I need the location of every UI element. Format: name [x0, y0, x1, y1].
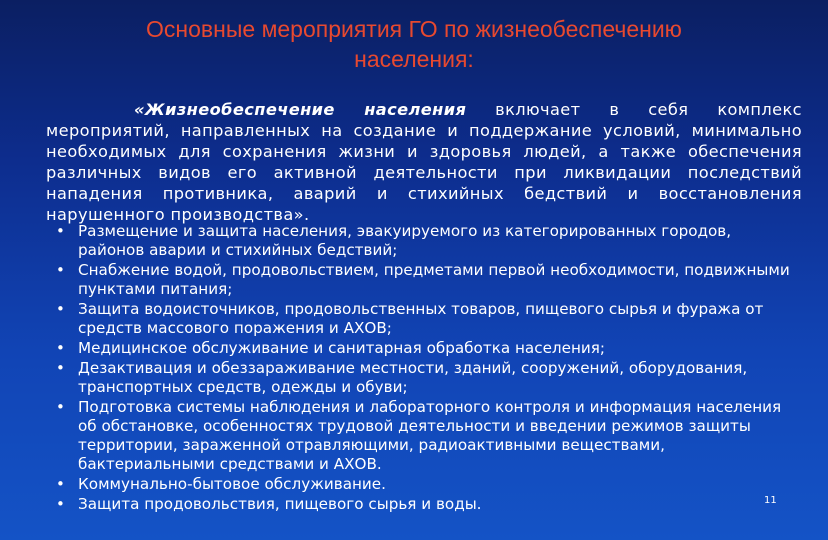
intro-text: включает в себя комплекс мероприятий, направленных на создание и поддержание условий, минимально необходимых для сохранения жизни и здоровья людей, а также обеспечения различных видов его активной деятельности при ликвидации последствий нападения противника, аварий и стихийных бедствий и восстановления нарушенного производства». [46, 100, 802, 224]
bullet-list [54, 222, 799, 515]
list-item [54, 222, 799, 260]
intro-term: «Жизнеобеспечение населения [134, 100, 467, 119]
slide-title-line-2: населения: [354, 46, 474, 72]
bullet-icon: • [56, 300, 65, 318]
list-item-text: Защита водоисточников, продовольственных товаров, пищевого сырья и фуража от средств массового поражения и АХОВ; [78, 300, 764, 337]
list-item-text: Защита продовольствия, пищевого сырья и воды. [78, 495, 482, 513]
slide-title-line-1: Основные мероприятия ГО по жизнеобеспечению [146, 16, 682, 42]
list-item-text: Коммунально-бытовое обслуживание. [78, 475, 386, 493]
bullet-icon: • [56, 398, 65, 416]
list-item-text: Подготовка системы наблюдения и лабораторного контроля и информация населения об обстановке, особенностях трудовой деятельности и введении режимов защиты территории, зараженной отравляющими, радиоактивными веществами, бактериальными средствами и АХОВ. [78, 398, 782, 473]
bullet-icon: • [56, 222, 65, 240]
bullet-icon: • [56, 495, 65, 513]
list-item-text: Медицинское обслуживание и санитарная обработка населения; [78, 339, 606, 357]
bullet-icon: • [56, 475, 65, 493]
list-item [54, 261, 799, 299]
bullet-icon: • [56, 359, 65, 377]
list-item [54, 398, 799, 474]
bullet-icon: • [56, 339, 65, 357]
page-number: 11 [764, 495, 777, 506]
list-item [54, 339, 799, 358]
list-item [54, 300, 799, 338]
list-item [54, 475, 799, 494]
list-item-text: Дезактивация и обеззараживание местности, зданий, сооружений, оборудования, транспортных средств, одежды и обуви; [78, 359, 748, 396]
bullet-icon: • [56, 261, 65, 279]
intro-paragraph [46, 99, 802, 225]
list-item [54, 359, 799, 397]
slide-title [40, 14, 788, 74]
list-item-text: Размещение и защита населения, эвакуируемого из категорированных городов, районов аварии и стихийных бедствий; [78, 222, 732, 259]
list-item-text: Снабжение водой, продовольствием, предметами первой необходимости, подвижными пунктами питания; [78, 261, 790, 298]
list-item [54, 495, 799, 514]
